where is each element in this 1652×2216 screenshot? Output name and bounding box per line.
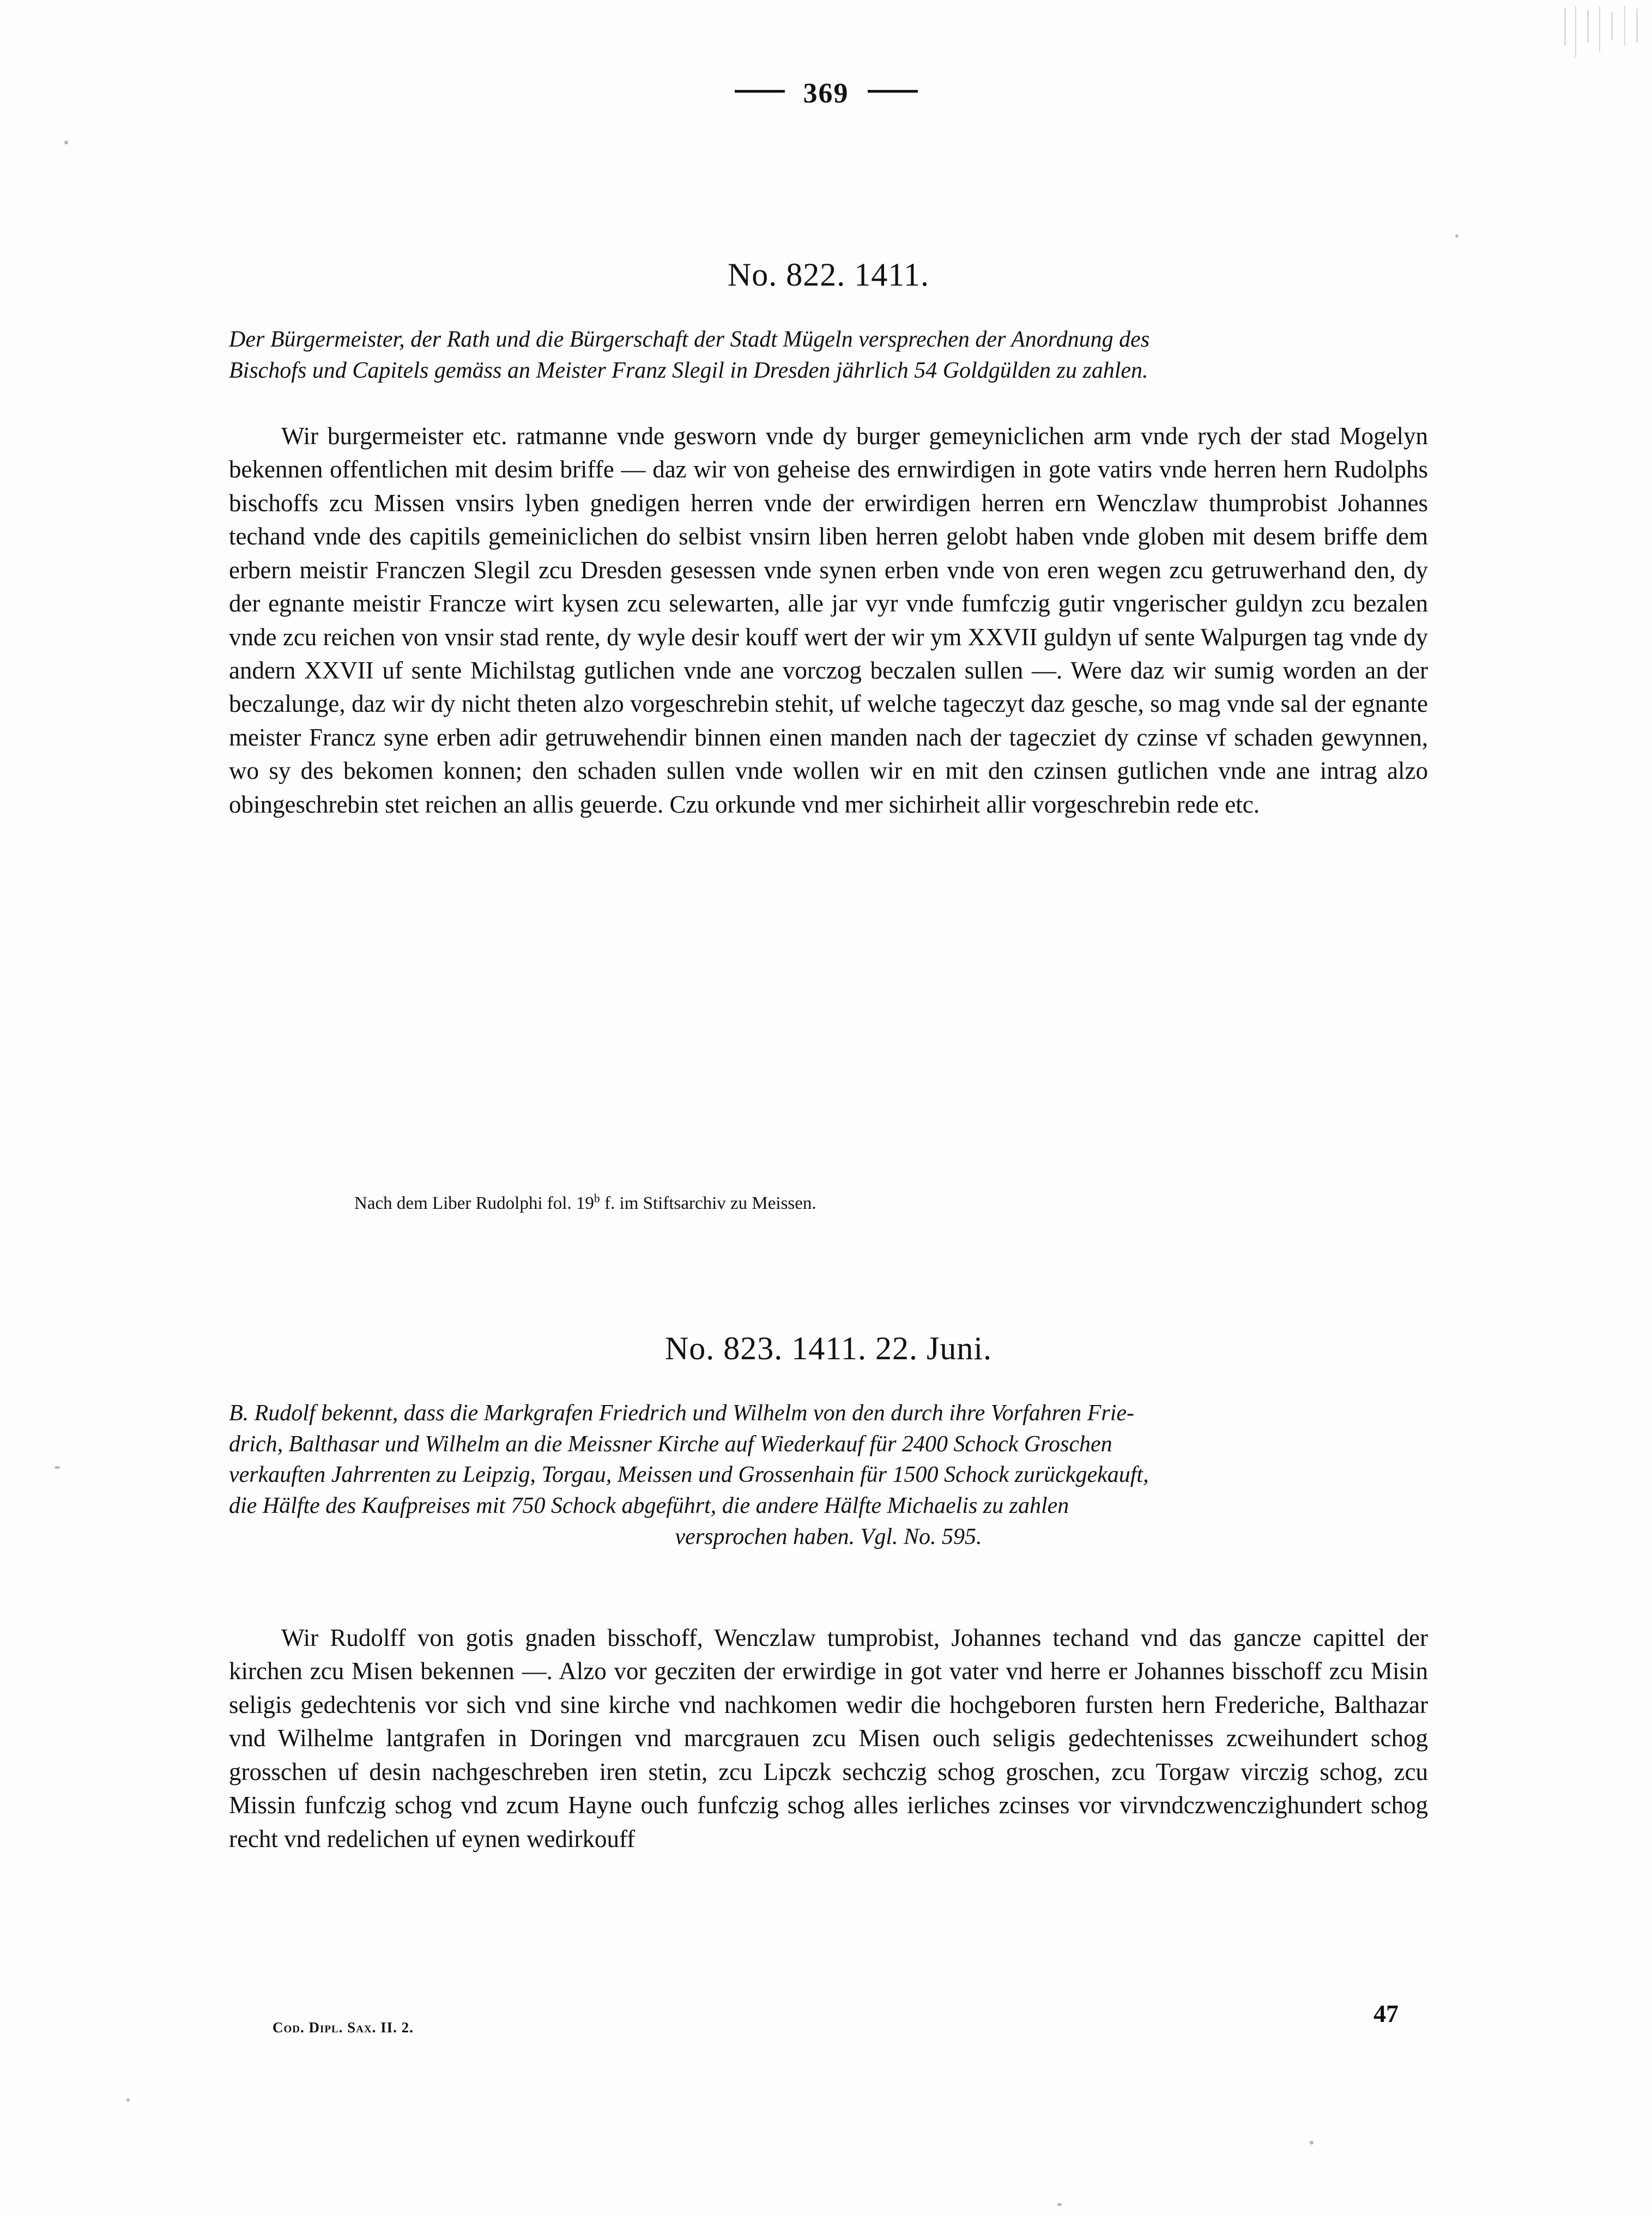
document-regest-822: [229, 324, 1428, 386]
scan-speck: [55, 1466, 60, 1469]
document-heading-822: No. 822. 1411.: [727, 257, 930, 293]
signature-mark: Cod. Dipl. Sax. II. 2.: [273, 2019, 414, 2036]
scan-speck: [1310, 2141, 1314, 2145]
source-note-folio-side: b: [594, 1192, 600, 1205]
regest-line: die Hälfte des Kaufpreises mit 750 Schock abgeführt, die andere Hälfte Michaelis zu zahlen: [229, 1493, 1069, 1519]
document-body-paragraph: Wir Rudolff von gotis gnaden bisschoff, Wenczlaw tumprobist, Johannes techand vnd das gancze capittel der kirchen zcu Misen bekennen —. Alzo vor gecziten der erwirdige in got vater vnd herre er Johannes bisschoff zcu Misin seligis gedechtenis vor sich vnd sine kirche vnd nachkomen wedir die hochgeboren fursten hern Frederiche, Balthazar vnd Wilhelme lantgrafen in Doringen vnd marcgrauen zcu Misen ouch seligis gedechtenisses zcweihundert schog grosschen uf desin nachgeschreben iren stetin, zcu Lipczk sechczig schog groschen, zcu Torgaw virczig schog, zcu Missin funfczig schog vnd zcum Hayne ouch funfczig schog alles ierliches zcinses vor virvndczwenczighundert schog recht vnd redelichen uf eynen wedirkouff: [229, 1624, 1428, 1852]
footer-page-number: 47: [1373, 2000, 1399, 2027]
running-head-inner: [735, 77, 918, 110]
document-regest-823: [229, 1398, 1428, 1552]
regest-line: B. Rudolf bekennt, dass die Markgrafen Friedrich und Wilhelm von den durch ihre Vorfahren Frie-: [229, 1401, 1135, 1426]
document-body-823: [229, 1621, 1428, 1856]
regest-line: Bischofs und Capitels gemäss an Meister Franz Slegil in Dresden jährlich 54 Goldgülden zu zahlen.: [229, 358, 1148, 383]
document-body-822: [229, 420, 1428, 821]
rule-dash-right: [868, 90, 918, 93]
regest-line: versprochen haben. Vgl. No. 595.: [675, 1524, 982, 1549]
folio-number: 369: [803, 78, 849, 109]
scan-speck: [126, 2098, 130, 2102]
regest-line: verkauften Jahrrenten zu Leipzig, Torgau, Meissen und Grossenhain für 1500 Schock zurückgekauft,: [229, 1462, 1149, 1488]
document-heading-823: No. 823. 1411. 22. Juni.: [664, 1330, 993, 1366]
scan-speck: [1057, 2203, 1062, 2206]
source-note-prefix: Nach dem Liber Rudolphi fol. 19: [354, 1194, 594, 1213]
scan-speck: [64, 141, 68, 144]
source-note-suffix: f. im Stiftsarchiv zu Meissen.: [600, 1194, 816, 1213]
running-head: [0, 70, 1652, 110]
source-note-822: [229, 1191, 1553, 1215]
regest-line: drich, Balthasar und Wilhelm an die Meissner Kirche auf Wiederkauf für 2400 Schock Groschen: [229, 1431, 1112, 1457]
edge-smudge-top-right: [1559, 5, 1651, 71]
scan-speck: [1455, 234, 1459, 238]
document-body-paragraph: Wir burgermeister etc. ratmanne vnde gesworn vnde dy burger gemeyniclichen arm vnde rych der stad Mogelyn bekennen offentlichen mit desim briffe — daz wir von geheise des ernwirdigen in gote vatirs vnde herren hern Rudolphs bischoffs zcu Missen vnsirs lyben gnedigen herren vnde der erwirdigen herren ern Wenczlaw thumprobist Johannes techand vnde des capitils gemeiniclichen do selbist vnsirn liben herren gelobt haben vnde globen mit desem briffe dem erbern meistir Franczen Slegil zcu Dresden gesessen vnde synen erben vnde von eren wegen zcu getruwerhand den, dy der egnante meistir Francze wirt kysen zcu selewarten, alle jar vyr vnde fumfczig gutir vngerischer guldyn zcu bezalen vnde zcu reichen von vnsir stad rente, dy wyle desir kouff wert der wir ym XXVII guldyn uf sente Walpurgen tag vnde dy andern XXVII uf sente Michilstag gutlichen vnde ane vorczog beczalen sullen —. Were daz wir sumig worden an der beczalunge, daz wir dy nicht theten alzo vorgeschrebin stehit, uf welche tageczyt daz gesche, so mag vnde sal der egnante meister Francz syne erben adir getruwehendir binnen einen manden nach der tagecziet dy czinse vf schaden gewynnen, wo sy des bekomen konnen; den schaden sullen vnde wollen wir en mit den czinsen gutlichen vnde ane intrag alzo obingeschrebin stet reichen an allis geuerde. Czu orkunde vnd mer sichirheit allir vorgeschrebin rede etc.: [229, 422, 1428, 818]
rule-dash-left: [735, 90, 785, 93]
regest-line: Der Bürgermeister, der Rath und die Bürgerschaft der Stadt Mügeln versprechen der Anordnung des: [229, 327, 1150, 352]
